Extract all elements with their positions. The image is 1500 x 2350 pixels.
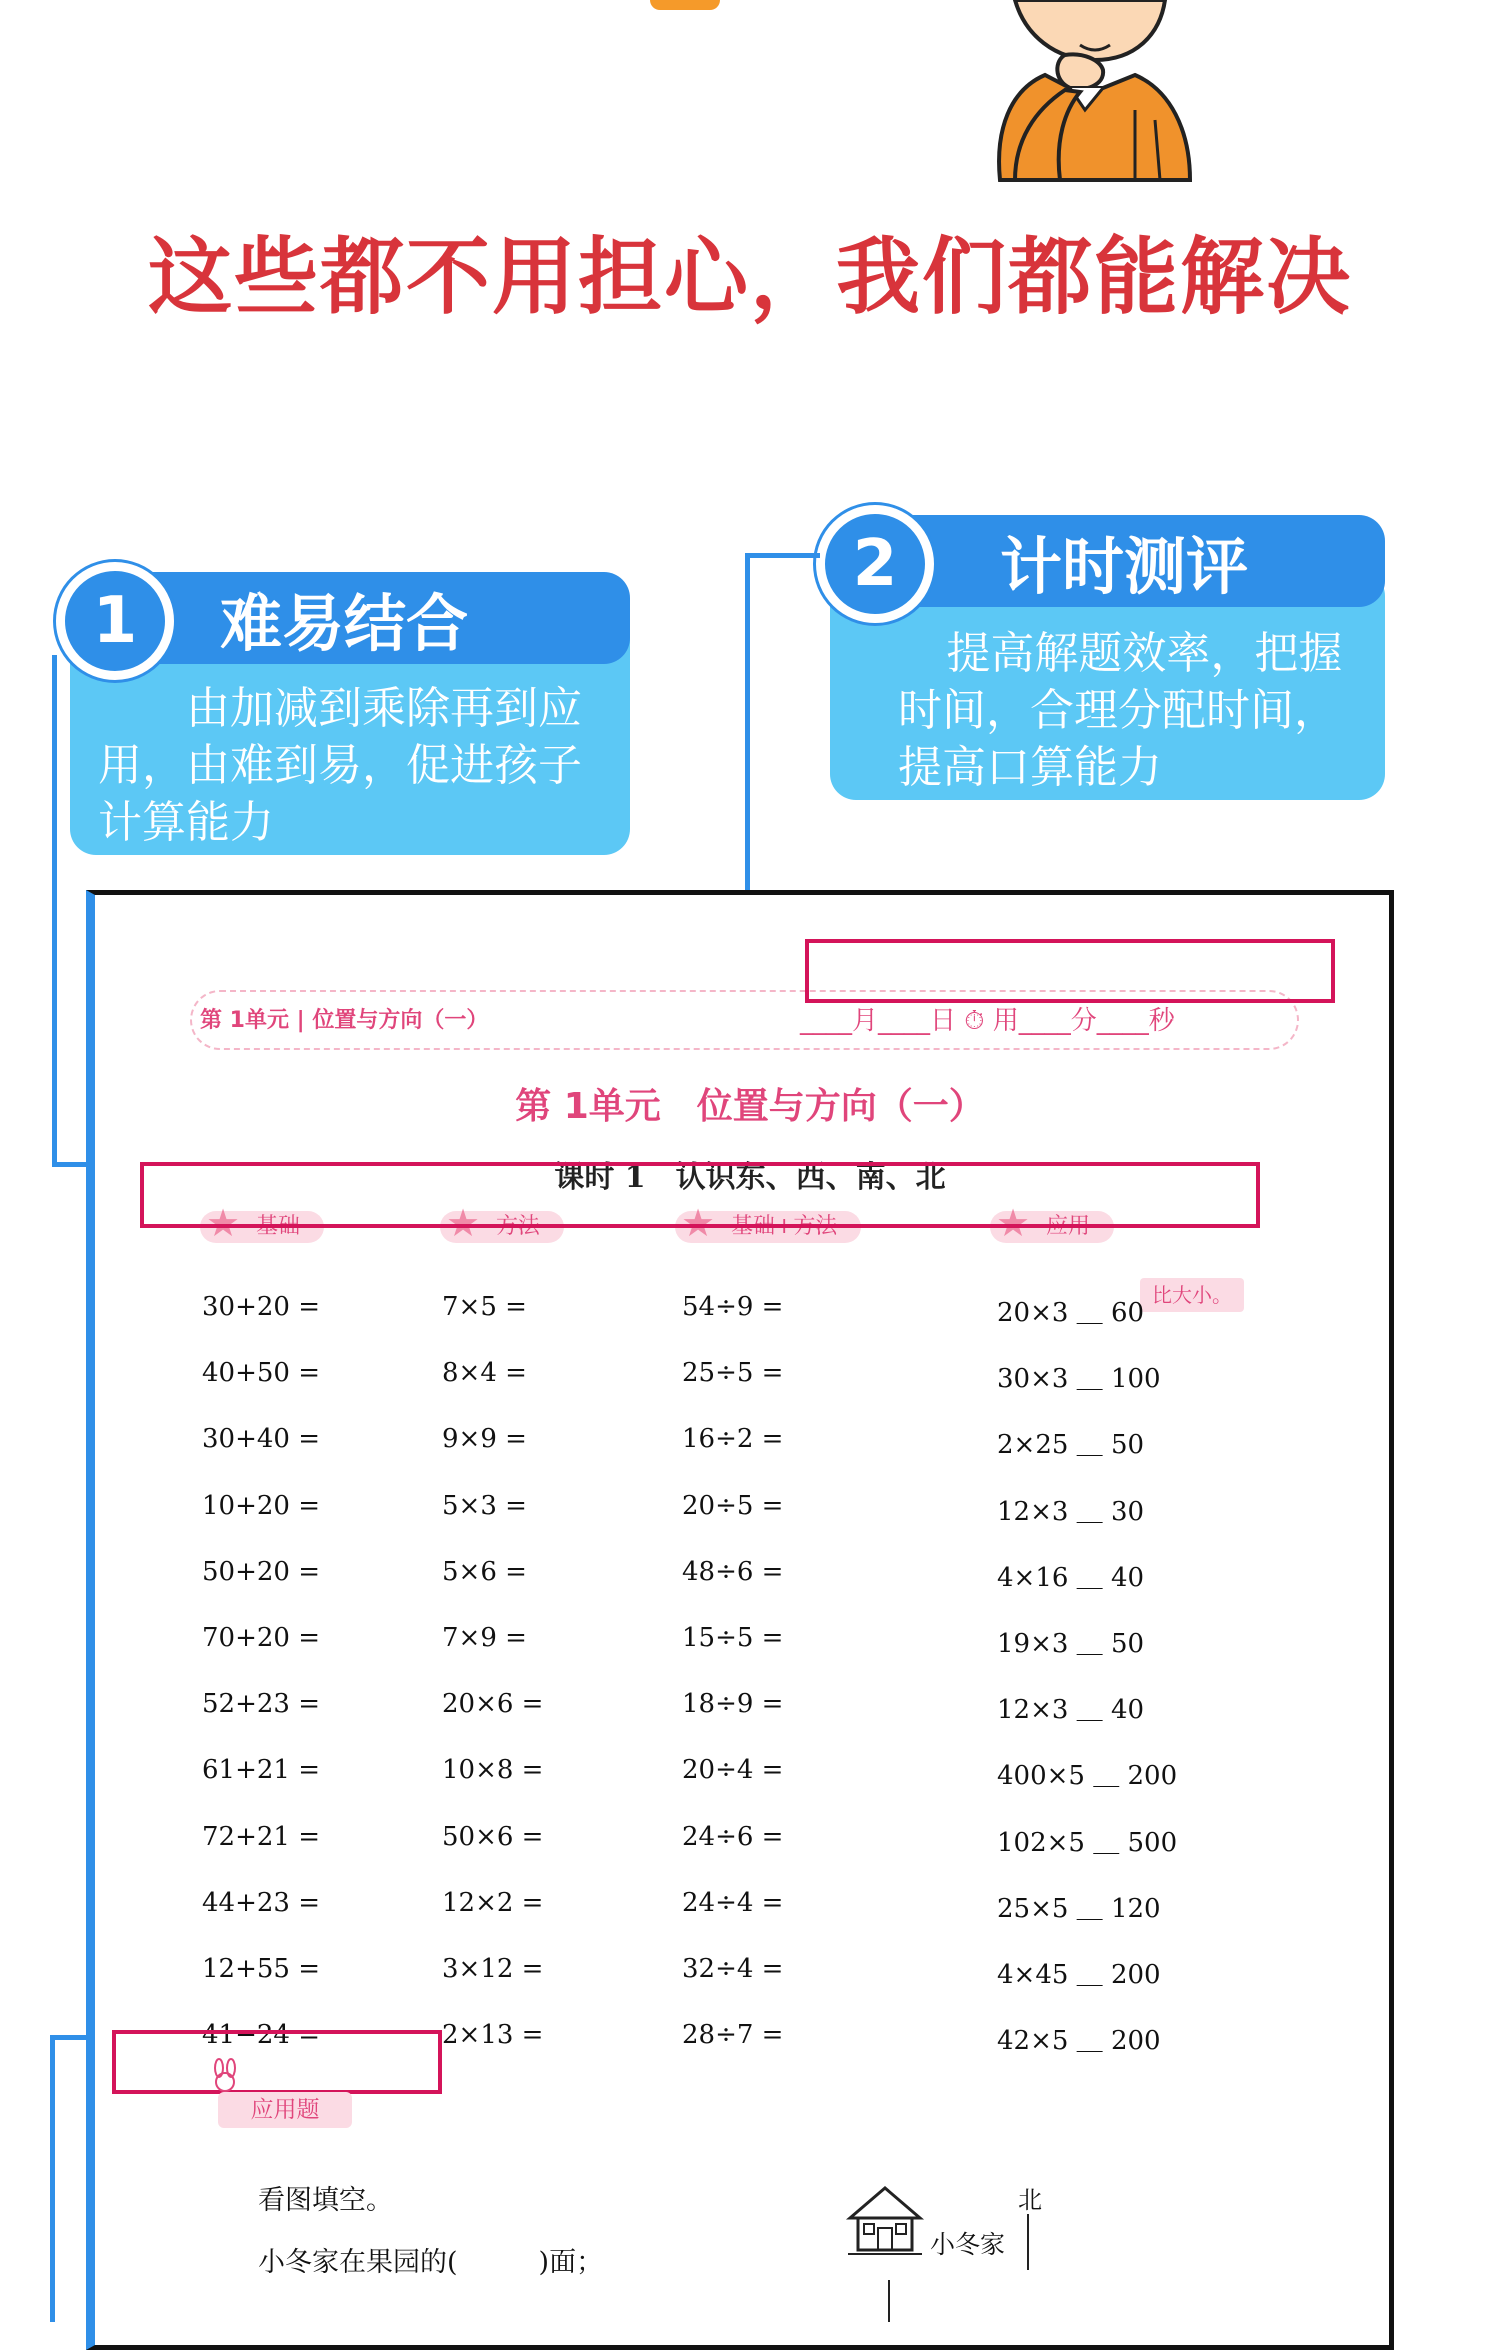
equation-item: 30+40 =: [202, 1424, 321, 1455]
equation-item: 19×3 ＿ 50: [997, 1629, 1145, 1659]
map-house-label: 小冬家: [930, 2230, 1006, 2259]
equation-item: 41−24 =: [202, 2020, 321, 2051]
equation-item: 12×2 =: [442, 1887, 544, 1918]
equation-item: 102×5 ＿ 500: [997, 1827, 1178, 1858]
lesson-title: 课时 1 认识东、西、南、北: [554, 1160, 946, 1195]
feature-2-title: 计时测评: [1000, 529, 1249, 603]
equation-item: 8×4 =: [442, 1358, 527, 1389]
thinking-boy-illustration: [985, 0, 1215, 190]
map-path-line: [888, 2280, 890, 2322]
equation-item: 32÷4 =: [682, 1954, 784, 1984]
north-arrow-icon: [1018, 2212, 1038, 2272]
equation-item: 10+20 =: [202, 1490, 321, 1521]
equation-item: 5×3 =: [442, 1490, 527, 1521]
equation-item: 42×5 ＿ 200: [997, 2026, 1161, 2057]
feature-card-2-tab: [880, 515, 1385, 607]
equation-item: 48÷6 =: [682, 1556, 784, 1587]
equation-item: 5×6 =: [442, 1556, 527, 1587]
worksheet-header-timer: ____月____日 ⏱ 用____分____秒: [800, 1006, 1175, 1036]
equation-item: 3×12 =: [442, 1954, 544, 1984]
bunny-icon: [205, 2058, 245, 2092]
equation-item: 30+20 =: [202, 1292, 321, 1322]
equation-item: 2×13 =: [442, 2020, 544, 2051]
feature-1-title: 难易结合: [220, 586, 469, 660]
category-tag-method: ★ 方法: [440, 1211, 564, 1243]
feature-card-1-tab: [120, 572, 630, 664]
equation-item: 15÷5 =: [682, 1623, 784, 1653]
highlight-box-application: [112, 2030, 442, 2094]
unit-title: 第 1单元 位置与方向（一）: [515, 1086, 985, 1127]
equation-item: 16÷2 =: [682, 1424, 784, 1455]
equation-item: 70+20 =: [202, 1623, 321, 1653]
equation-item: 20÷5 =: [682, 1490, 784, 1521]
equation-item: 20×6 =: [442, 1689, 544, 1720]
connector-line-3-vertical: [50, 2035, 55, 2322]
equation-item: 4×16 ＿ 40: [997, 1562, 1145, 1593]
equation-item: 12+55 =: [202, 1954, 321, 1984]
compare-hint-badge: 比大小。: [1140, 1278, 1244, 1312]
equation-item: 2×25 ＿ 50: [997, 1430, 1145, 1461]
equation-item: 400×5 ＿ 200: [997, 1761, 1178, 1792]
house-icon: [840, 2178, 930, 2258]
equation-item: 9×9 =: [442, 1424, 527, 1455]
worksheet-header-unit: 第 1单元 | 位置与方向（一）: [200, 1008, 489, 1033]
category-tag-application: ★ 应用: [990, 1211, 1114, 1243]
equation-item: 25×5 ＿ 120: [997, 1893, 1161, 1924]
equation-item: 50+20 =: [202, 1556, 321, 1587]
map-north-label: 北: [1018, 2186, 1042, 2214]
equation-item: 24÷6 =: [682, 1821, 784, 1852]
equation-item: 40+50 =: [202, 1358, 321, 1389]
star-icon: ★: [206, 1201, 241, 1245]
equation-item: 30×3 ＿ 100: [997, 1364, 1161, 1395]
headline: 这些都不用担心，我们都能解决: [147, 228, 1352, 326]
category-tag-basic-method: ★ 基础+方法: [675, 1211, 861, 1243]
feature-2-description: 提高解题效率，把握时间，合理分配时间，提高口算能力: [898, 628, 1343, 793]
equation-item: 4×45 ＿ 200: [997, 1960, 1161, 1990]
equation-item: 12×3 ＿ 30: [997, 1496, 1145, 1527]
equation-item: 72+21 =: [202, 1821, 321, 1852]
equation-item: 12×3 ＿ 40: [997, 1695, 1145, 1726]
connector-line-2-horizontal-top: [745, 553, 820, 558]
equation-item: 24÷4 =: [682, 1887, 784, 1918]
star-icon: ★: [681, 1201, 716, 1245]
application-line-2: 小冬家在果园的( )面；: [258, 2247, 604, 2278]
equation-item: 52+23 =: [202, 1689, 321, 1720]
feature-2-number-badge: 2: [816, 505, 934, 623]
highlight-box-timer: [805, 939, 1335, 1003]
application-line-1: 看图填空。: [258, 2185, 393, 2216]
equation-item: 7×5 =: [442, 1292, 527, 1322]
equation-item: 28÷7 =: [682, 2020, 784, 2051]
star-icon: ★: [996, 1201, 1031, 1245]
feature-1-number-badge: 1: [56, 562, 174, 680]
equation-item: 44+23 =: [202, 1887, 321, 1918]
highlight-box-lesson: [140, 1162, 1260, 1228]
application-tag: 应用题: [218, 2092, 352, 2128]
equation-item: 54÷9 =: [682, 1292, 784, 1322]
equation-item: 7×9 =: [442, 1623, 527, 1653]
equation-item: 10×8 =: [442, 1755, 544, 1786]
feature-1-description: 由加减到乘除再到应用，由难到易，促进孩子计算能力: [98, 683, 582, 848]
equation-item: 25÷5 =: [682, 1358, 784, 1389]
equation-item: 50×6 =: [442, 1821, 544, 1852]
star-icon: ★: [446, 1201, 481, 1245]
equation-item: 18÷9 =: [682, 1689, 784, 1720]
orange-decoration: [650, 0, 720, 10]
equation-item: 61+21 =: [202, 1755, 321, 1786]
category-tag-basic: ★ 基础: [200, 1211, 324, 1243]
equation-item: 20÷4 =: [682, 1755, 784, 1786]
equation-item: 20×3 ＿ 60: [997, 1298, 1145, 1328]
